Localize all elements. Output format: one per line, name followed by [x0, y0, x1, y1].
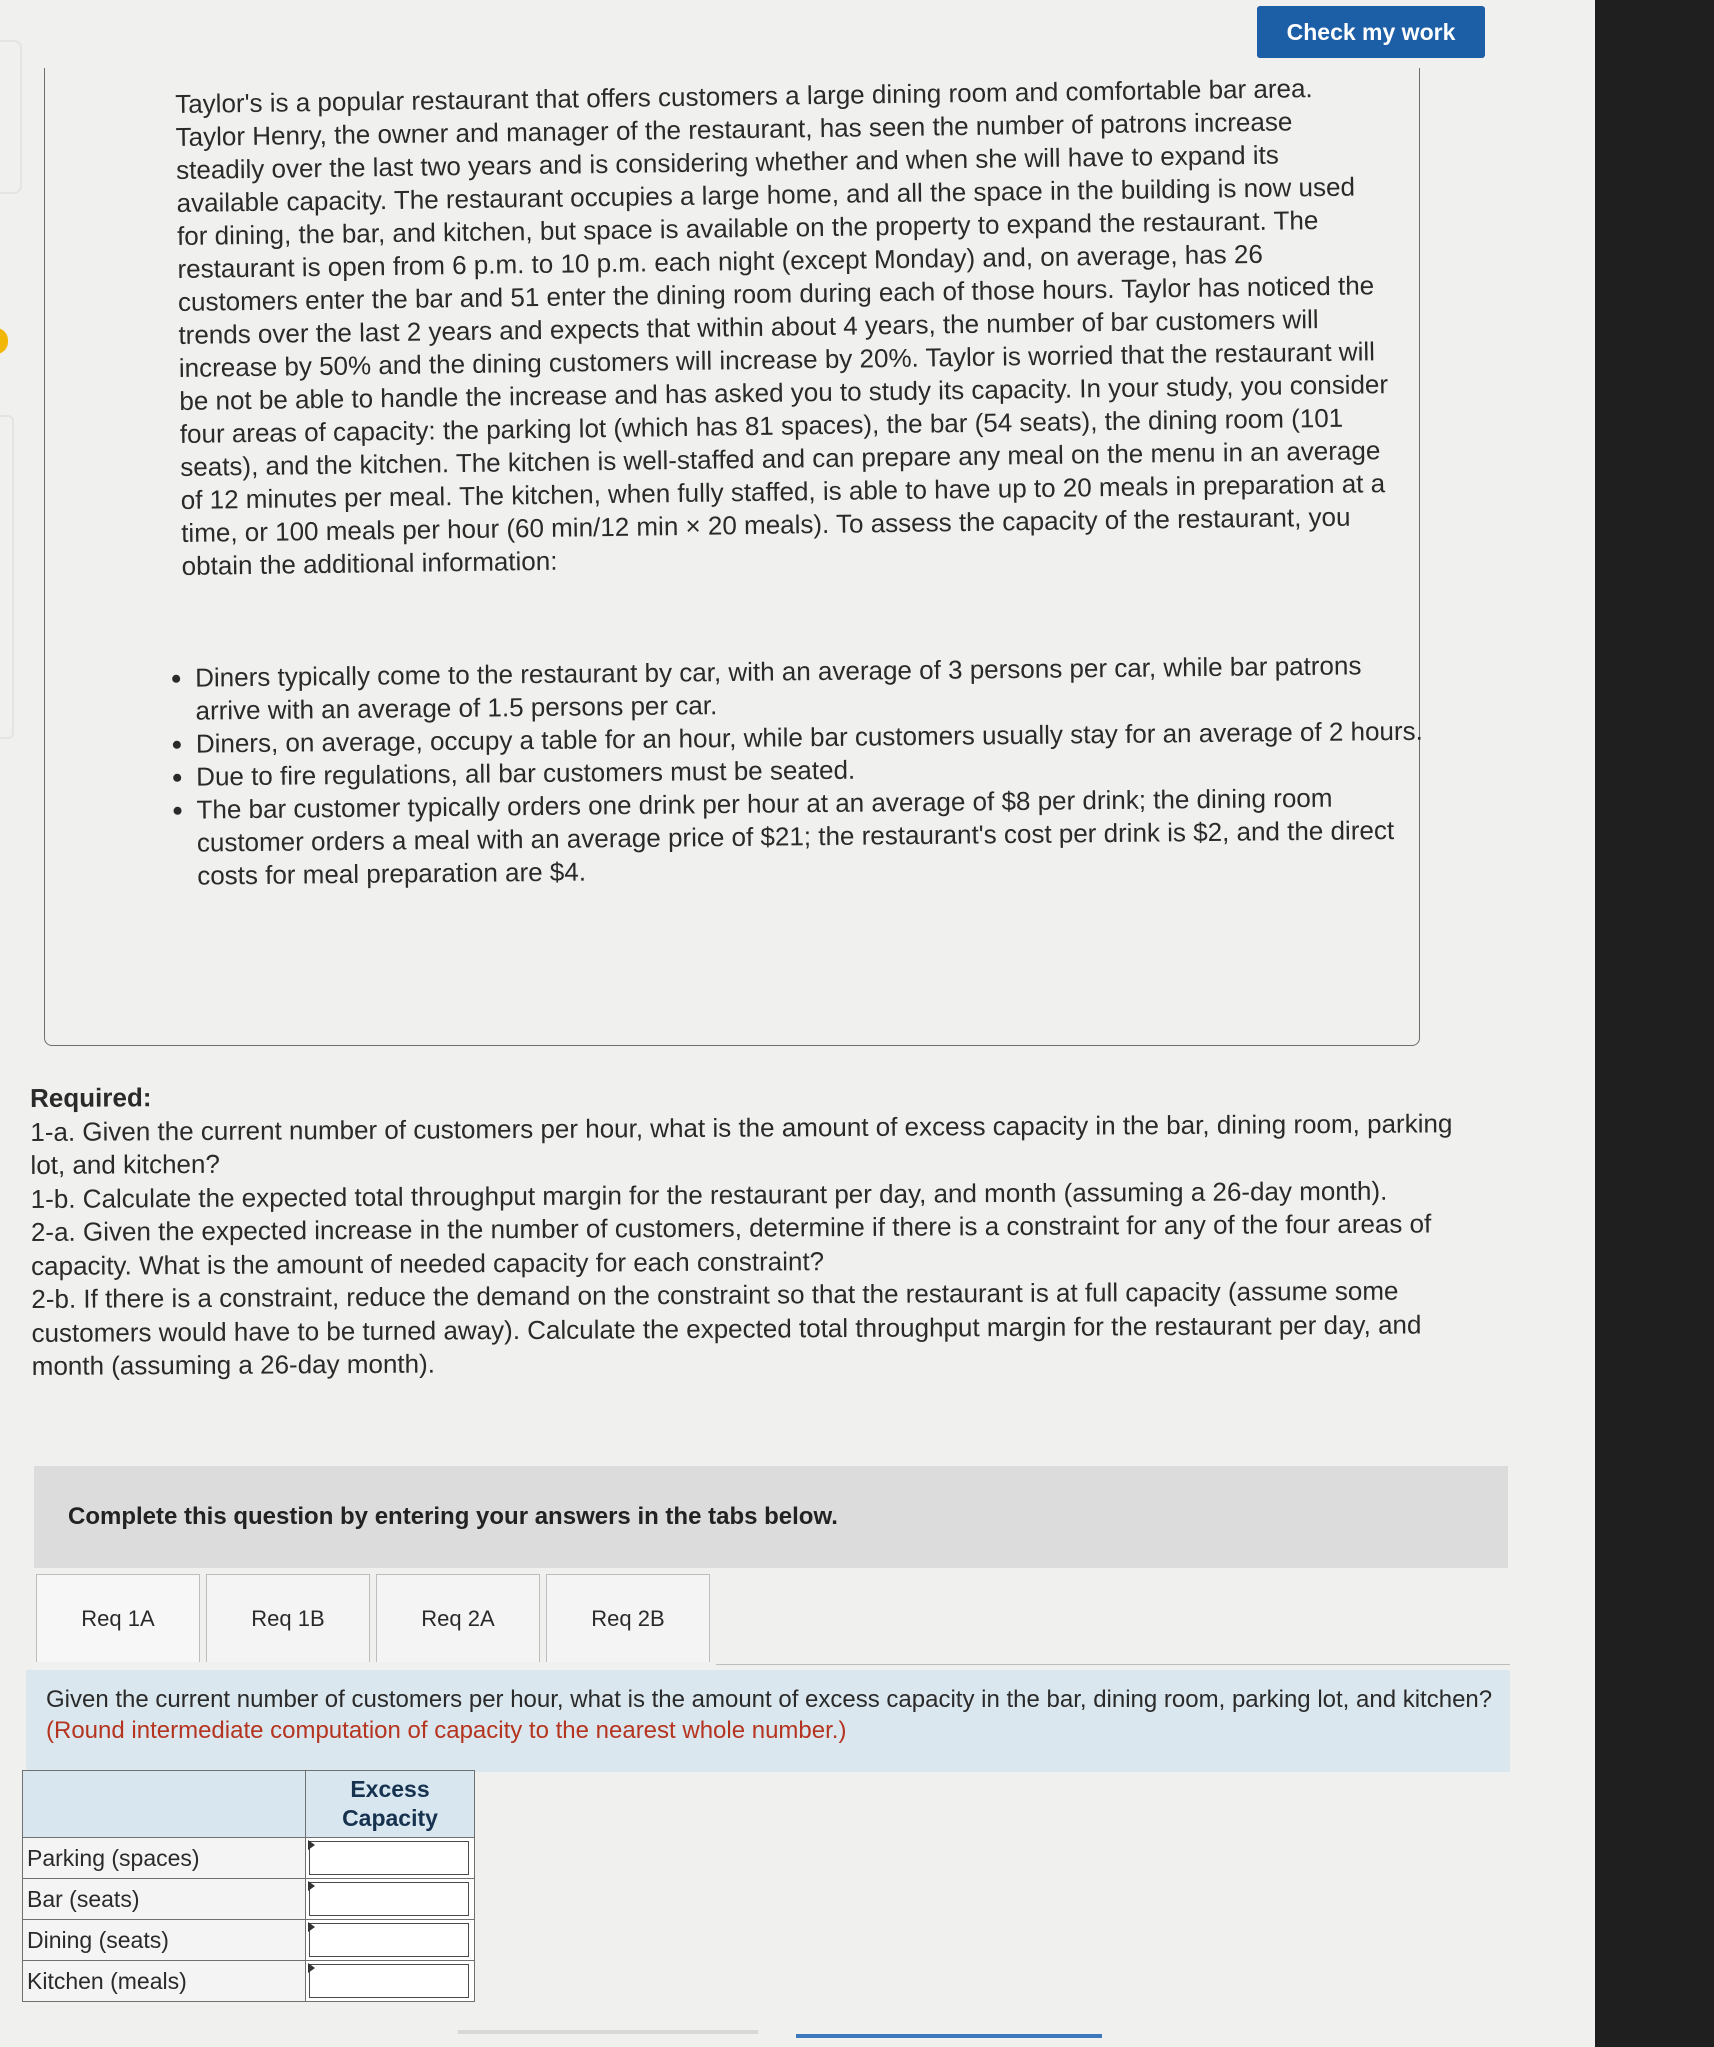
rounding-hint: (Round intermediate computation of capacity to the nearest whole number.)	[46, 1717, 847, 1744]
problem-paragraph: Taylor's is a popular restaurant that offers customers a large dining room and comfortable bar area. Taylor Henry, the owner and manager of the restaurant, has seen the number of patrons increase steadily over the last two years and is considering whether and when she will have to expand its available capacity. The restaurant occupies a large home, and all the space in the building is now used for dining, the bar, and kitchen, but space is available on the property to expand the restaurant. The restaurant is open from 6 p.m. to 10 p.m. each night (except Monday) and, on average, has 26 customers enter the bar and 51 enter the dining room during each of those hours. Taylor has noticed the trends over the last 2 years and expects that within about 4 years, the number of bar customers will increase by 50% and the dining customers will increase by 20%. Taylor is worried that the restaurant will be not be able to handle the increase and has asked you to study its capacity. In your study, you consider four areas of capacity: the parking lot (which has 81 spaces), the bar (54 seats), the dining room (101 seats), and the kitchen. The kitchen is well-staffed and can prepare any meal on the menu in an average of 12 minutes per meal. The kitchen, when fully staffed, is able to have up to 20 meals in preparation at a time, or 100 meals per hour (60 min/12 min × 20 meals). To assess the capacity of the restaurant, you obtain the additional information:	[175, 73, 1389, 581]
requirement-tabs	[36, 1574, 1510, 1666]
next-nav-bar[interactable]	[796, 2034, 1102, 2038]
input-marker-icon	[308, 1881, 315, 1891]
question-instruction	[26, 1670, 1510, 1772]
excess-capacity-header: Excess Capacity	[306, 1771, 475, 1838]
table-row	[23, 1879, 475, 1920]
kitchen-excess-input[interactable]	[309, 1964, 469, 1998]
left-edge-indicator	[0, 328, 8, 354]
prev-nav-bar[interactable]	[458, 2030, 758, 2034]
instruction-text: Given the current number of customers per hour, what is the amount of excess capacity in the bar, dining room, parking lot, and kitchen?	[46, 1686, 1493, 1713]
row-label-bar: Bar (seats)	[23, 1879, 306, 1920]
excess-capacity-table	[22, 1770, 475, 2002]
list-item: • The bar customer typically orders one drink per hour at an average of $8 per drink; the dining room customer orders a meal with an average price of $21; the restaurant's cost per drink is $2, and the direct costs for meal preparation are $4.	[196, 781, 1427, 893]
required-title: Required:	[30, 1082, 152, 1113]
banner-text: Complete this question by entering your answers in the tabs below.	[68, 1503, 838, 1530]
table-row	[23, 1838, 475, 1879]
dining-excess-input[interactable]	[309, 1923, 469, 1957]
problem-statement-box	[44, 68, 1423, 1046]
parking-cell	[306, 1838, 475, 1879]
table-row	[23, 1920, 475, 1961]
tabs-divider	[716, 1664, 1510, 1665]
parking-excess-input[interactable]	[309, 1841, 469, 1875]
table-row	[23, 1961, 475, 2002]
dining-cell	[306, 1920, 475, 1961]
list-item: • Diners, on average, occupy a table for an hour, while bar customers usually stay for an average of 2 hours.	[196, 715, 1426, 761]
table-corner-header	[23, 1771, 306, 1838]
input-marker-icon	[308, 1922, 315, 1932]
complete-question-banner	[34, 1466, 1508, 1568]
row-label-dining: Dining (seats)	[23, 1920, 306, 1961]
list-item: • Diners typically come to the restaurant by car, with an average of 3 persons per car, while bar patrons arrive with an average of 1.5 persons per car.	[195, 649, 1426, 728]
screen-bezel	[1595, 0, 1714, 2047]
tab-req-2a[interactable]: Req 2A	[376, 1574, 540, 1662]
kitchen-cell	[306, 1961, 475, 2002]
tab-req-1a[interactable]: Req 1A	[36, 1574, 200, 1662]
input-marker-icon	[308, 1963, 315, 1973]
required-item: 2-a. Given the expected increase in the number of customers, determine if there is a constraint for any of the four areas of capacity. What is the amount of needed capacity for each constraint?	[30, 1208, 1432, 1281]
additional-info-list	[155, 649, 1427, 893]
tab-req-1b[interactable]: Req 1B	[206, 1574, 370, 1662]
left-edge-panel	[0, 40, 22, 194]
required-item: 1-a. Given the current number of customers per hour, what is the amount of excess capacity in the bar, dining room, parking lot, and kitchen?	[30, 1107, 1453, 1180]
required-item: 2-b. If there is a constraint, reduce the demand on the constraint so that the restaurant is at full capacity (assume some customers would have to be turned away). Calculate the expected total throughput margin for the restaurant per day, and month (assuming a 26-day month).	[31, 1275, 1422, 1381]
tab-req-2b[interactable]: Req 2B	[546, 1574, 710, 1662]
bar-cell	[306, 1879, 475, 1920]
bar-excess-input[interactable]	[309, 1882, 469, 1916]
required-section	[30, 1073, 1492, 1383]
required-item: 1-b. Calculate the expected total throughput margin for the restaurant per day, and month (assuming a 26-day month).	[30, 1175, 1388, 1214]
check-my-work-button[interactable]: Check my work	[1257, 6, 1485, 58]
row-label-kitchen: Kitchen (meals)	[23, 1961, 306, 2002]
input-marker-icon	[308, 1840, 315, 1850]
left-edge-panel-lower	[0, 415, 14, 739]
row-label-parking: Parking (spaces)	[23, 1838, 306, 1879]
list-item: • Due to fire regulations, all bar customers must be seated.	[196, 748, 1426, 794]
